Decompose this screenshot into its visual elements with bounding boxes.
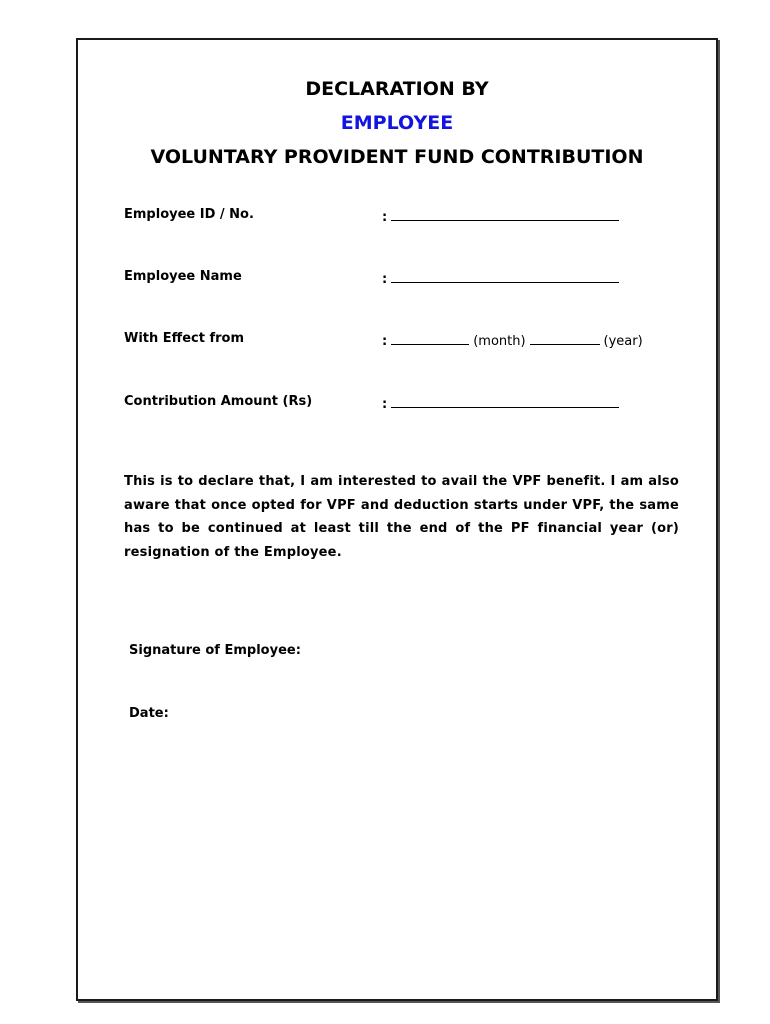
declaration-text: This is to declare that, I am interested to avail the VPF benefit. I am also aware that once opted for VPF and deduction starts under VPF, the same has to be continued at least till the end of the PF financial year (or) resignation of the Employee. — [124, 474, 679, 560]
employee-name-value — [382, 269, 619, 287]
employee-name-label: Employee Name — [124, 269, 242, 284]
contribution-amount-label: Contribution Amount (Rs) — [124, 394, 313, 409]
contribution-amount-blank[interactable] — [391, 394, 619, 408]
employee-id-label: Employee ID / No. — [124, 207, 254, 222]
colon: : — [382, 272, 388, 287]
employee-name-blank[interactable] — [391, 269, 619, 283]
contribution-amount-value — [382, 394, 619, 412]
title-employee: EMPLOYEE — [340, 112, 454, 134]
title-declaration-by: DECLARATION BY — [305, 78, 489, 100]
colon: : — [382, 397, 388, 412]
month-blank[interactable] — [391, 331, 469, 345]
colon: : — [382, 334, 388, 349]
effect-from-label: With Effect from — [124, 331, 245, 346]
employee-id-value — [382, 207, 619, 225]
month-label: (month) — [473, 334, 526, 349]
year-blank[interactable] — [530, 331, 600, 345]
effect-from-value — [382, 331, 647, 349]
date-label: Date: — [129, 706, 169, 721]
field-contribution-amount — [124, 394, 684, 414]
employee-id-blank[interactable] — [391, 207, 619, 221]
document-page — [76, 38, 718, 1001]
field-employee-id — [124, 207, 684, 227]
colon: : — [382, 210, 388, 225]
title-vpf-contribution: VOLUNTARY PROVIDENT FUND CONTRIBUTION — [150, 146, 644, 168]
field-effect-from — [124, 331, 684, 351]
field-employee-name — [124, 269, 684, 289]
signature-label: Signature of Employee: — [129, 643, 301, 658]
year-label: (year) — [603, 334, 643, 349]
